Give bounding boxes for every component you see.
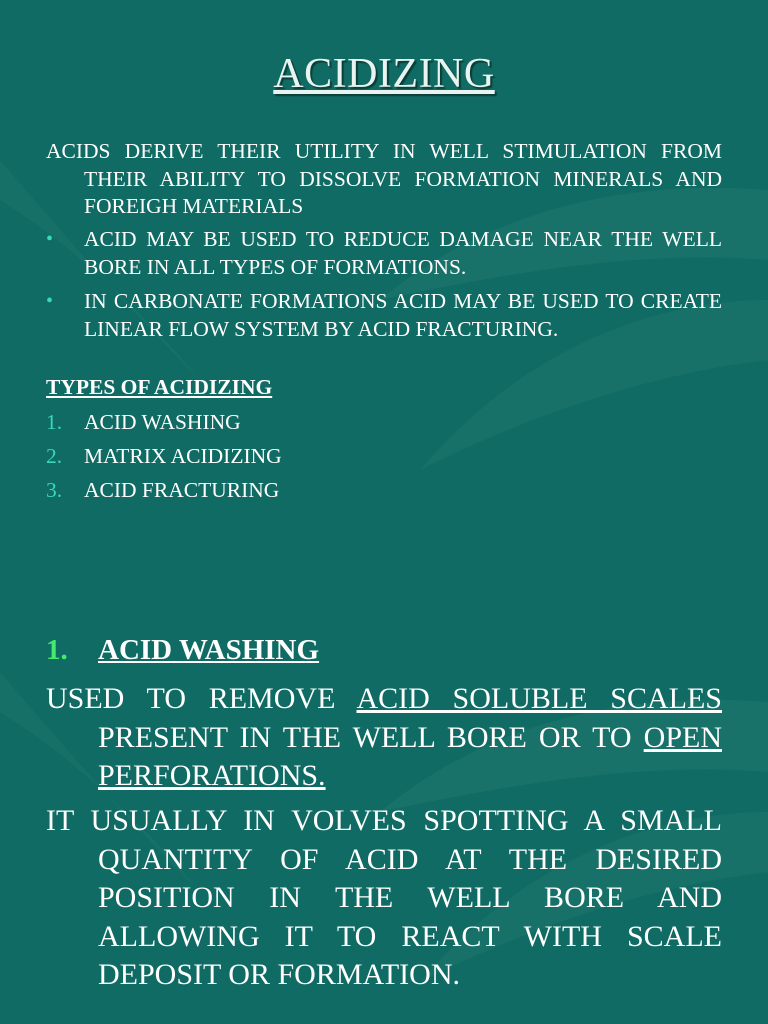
underlined-term: OPEN PERFORATIONS. — [98, 720, 722, 792]
list-item — [46, 439, 282, 473]
bullet-icon: • — [46, 290, 54, 312]
list-number: 1. — [46, 410, 63, 434]
bullet-list — [46, 288, 722, 343]
bullet-list — [46, 226, 722, 281]
intro-paragraph: ACIDS DERIVE THEIR UTILITY IN WELL STIMULATION FROM THEIR ABILITY TO DISSOLVE FORMATION MINERALS AND FOREIGH MATERIALS — [46, 139, 722, 218]
heading-text: ACID WASHING — [98, 634, 320, 666]
list-number: 2. — [46, 444, 63, 468]
list-number: 3. — [46, 478, 63, 502]
slide-title: ACIDIZING — [273, 51, 495, 97]
paragraph-text: PRESENT IN THE WELL BORE OR TO — [98, 720, 644, 754]
types-list — [46, 405, 282, 507]
list-item — [46, 473, 282, 507]
paragraph-text: USED TO REMOVE — [46, 682, 357, 715]
bullet-text: IN CARBONATE FORMATIONS ACID MAY BE USED TO CREATE LINEAR FLOW SYSTEM BY ACID FRACTURING. — [84, 289, 722, 341]
underlined-term: ACID SOLUBLE SCALES — [356, 682, 722, 715]
heading-number: 1. — [46, 634, 68, 666]
list-item — [46, 405, 282, 439]
list-item-label: ACID WASHING — [84, 410, 241, 434]
list-item — [46, 226, 722, 281]
section-heading — [46, 634, 319, 667]
list-item-label: MATRIX ACIDIZING — [84, 444, 282, 468]
list-item-label: ACID FRACTURING — [84, 478, 280, 502]
bullet-text: ACID MAY BE USED TO REDUCE DAMAGE NEAR THE WELL BORE IN ALL TYPES OF FORMATIONS. — [84, 227, 722, 279]
types-heading: TYPES OF ACIDIZING — [46, 375, 273, 399]
list-item — [46, 288, 722, 343]
bullet-icon: • — [46, 228, 54, 250]
procedure-paragraph: IT USUALLY IN VOLVES SPOTTING A SMALL QUANTITY OF ACID AT THE DESIRED POSITION IN THE WELL BORE AND ALLOWING IT TO REACT WITH SCALE DEPOSIT OR FORMATION. — [46, 804, 722, 991]
description-paragraph — [46, 680, 722, 796]
